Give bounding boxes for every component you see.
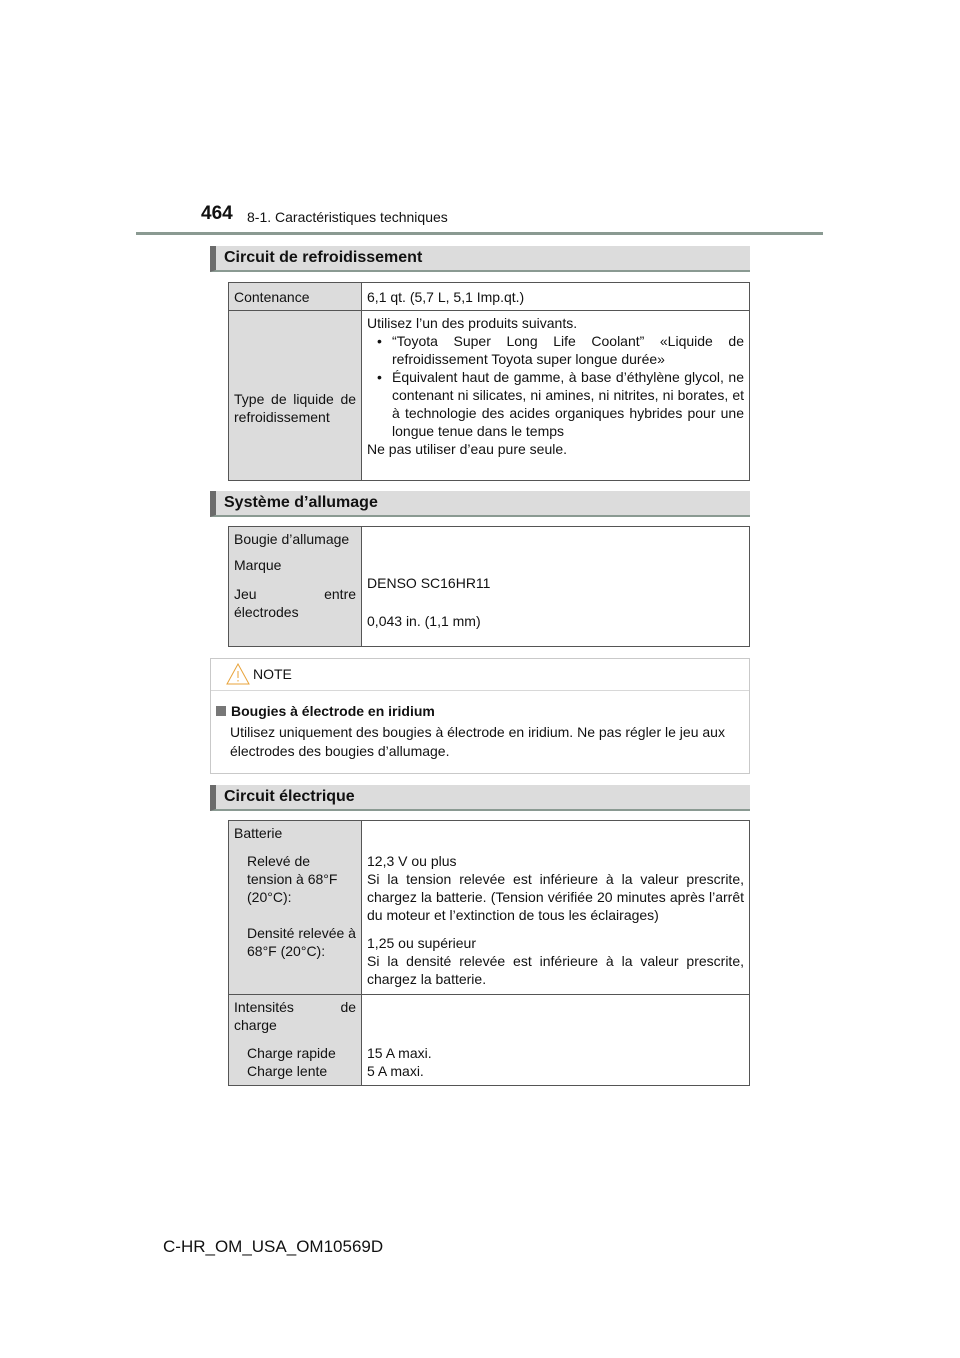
table-row — [229, 821, 750, 995]
battery-labels — [229, 821, 362, 995]
gap-label: Jeu entre électrodes — [234, 586, 357, 620]
coolant-type-value — [362, 311, 750, 481]
coolant-bullet: • Équivalent haut de gamme, à base d’éthylène glycol, ne contenant ni silicates, ni amines, ni nitrites, ni borates, et à technologie des acides organiques hybrides pour une longue tenue dans le temps — [377, 369, 744, 439]
electrical-section-title: Circuit électrique — [224, 788, 355, 805]
brand-value: DENSO SC16HR11 — [367, 575, 491, 591]
spark-plug-label: Bougie d’allumage — [234, 531, 350, 547]
cooling-table — [228, 282, 750, 481]
bullet-square-icon — [216, 706, 226, 716]
note-header — [211, 659, 749, 691]
note-box — [210, 658, 750, 774]
voltage-text: Si la tension relevée est inférieure à la valeur prescrite, chargez la batterie. (Tension vérifiée 20 minutes après l’arrêt du moteur et l’extinction de tous les éclairages) — [367, 871, 744, 923]
fast-charge-value: 15 A maxi. — [367, 1045, 432, 1061]
document-code: C-HR_OM_USA_OM10569D — [163, 1237, 384, 1256]
ignition-section-header — [210, 491, 750, 517]
table-row — [229, 995, 750, 1086]
gap-value: 0,043 in. (1,1 mm) — [367, 613, 481, 629]
coolant-bullet-text: Équivalent haut de gamme, à base d’éthylène glycol, ne contenant ni silicates, ni amines, ni nitrites, ni borates, et à technologie des acides organiques hybrides pour une longue tenue dans le temps — [392, 369, 744, 439]
density-value: 1,25 ou supérieur — [367, 935, 476, 951]
electrical-table — [228, 820, 750, 1086]
header-rule — [136, 232, 823, 235]
battery-values — [362, 821, 750, 995]
note-item — [216, 702, 743, 761]
voltage-label: Relevé de tension à 68°F (20°C): — [247, 853, 338, 905]
coolant-warning: Ne pas utiliser d’eau pure seule. — [367, 441, 568, 457]
voltage-value: 12,3 V ou plus — [367, 853, 457, 869]
brand-label: Marque — [234, 557, 282, 573]
ignition-labels — [229, 527, 362, 647]
coolant-type-cell — [229, 311, 362, 481]
capacity-value: 6,1 qt. (5,7 L, 5,1 Imp.qt.) — [362, 283, 750, 311]
table-row — [229, 311, 750, 481]
table-row — [229, 283, 750, 311]
ignition-values — [362, 527, 750, 647]
table-row — [229, 527, 750, 647]
page-number: 464 — [201, 203, 233, 224]
cooling-section-header — [210, 246, 750, 272]
charge-values — [362, 995, 750, 1086]
ignition-section-title: Système d’allumage — [224, 494, 378, 511]
density-label: Densité relevée à 68°F (20°C): — [247, 925, 356, 959]
note-subtitle: Bougies à électrode en iridium — [231, 703, 435, 719]
coolant-intro: Utilisez l’un des produits suivants. — [367, 315, 578, 331]
fast-charge-label: Charge rapide — [247, 1045, 336, 1061]
battery-label: Batterie — [234, 825, 283, 841]
note-title: NOTE — [253, 666, 292, 682]
note-text: Utilisez uniquement des bougies à électrode en iridium. Ne pas régler le jeu aux électrodes des bougies d’allumage. — [230, 724, 725, 759]
running-head: 8-1. Caractéristiques techniques — [247, 209, 448, 225]
slow-charge-label: Charge lente — [247, 1063, 328, 1079]
density-text: Si la densité relevée est inférieure à la valeur prescrite, chargez la batterie. — [367, 953, 744, 987]
capacity-label: Contenance — [229, 283, 362, 311]
coolant-type-label: Type de liquide de refroidissement — [234, 390, 357, 425]
electrical-section-header — [210, 785, 750, 811]
slow-charge-value: 5 A maxi. — [367, 1063, 424, 1079]
coolant-bullet: • “Toyota Super Long Life Coolant” «Liquide de refroidissement Toyota super longue durée» — [377, 333, 744, 367]
ignition-table — [228, 526, 750, 647]
charge-rates-label: Intensités de charge — [234, 999, 357, 1033]
coolant-bullet-text: “Toyota Super Long Life Coolant” «Liquide de refroidissement Toyota super longue durée» — [392, 333, 744, 367]
cooling-section-title: Circuit de refroidissement — [224, 249, 423, 266]
charge-labels — [229, 995, 362, 1086]
warning-icon — [226, 663, 250, 685]
